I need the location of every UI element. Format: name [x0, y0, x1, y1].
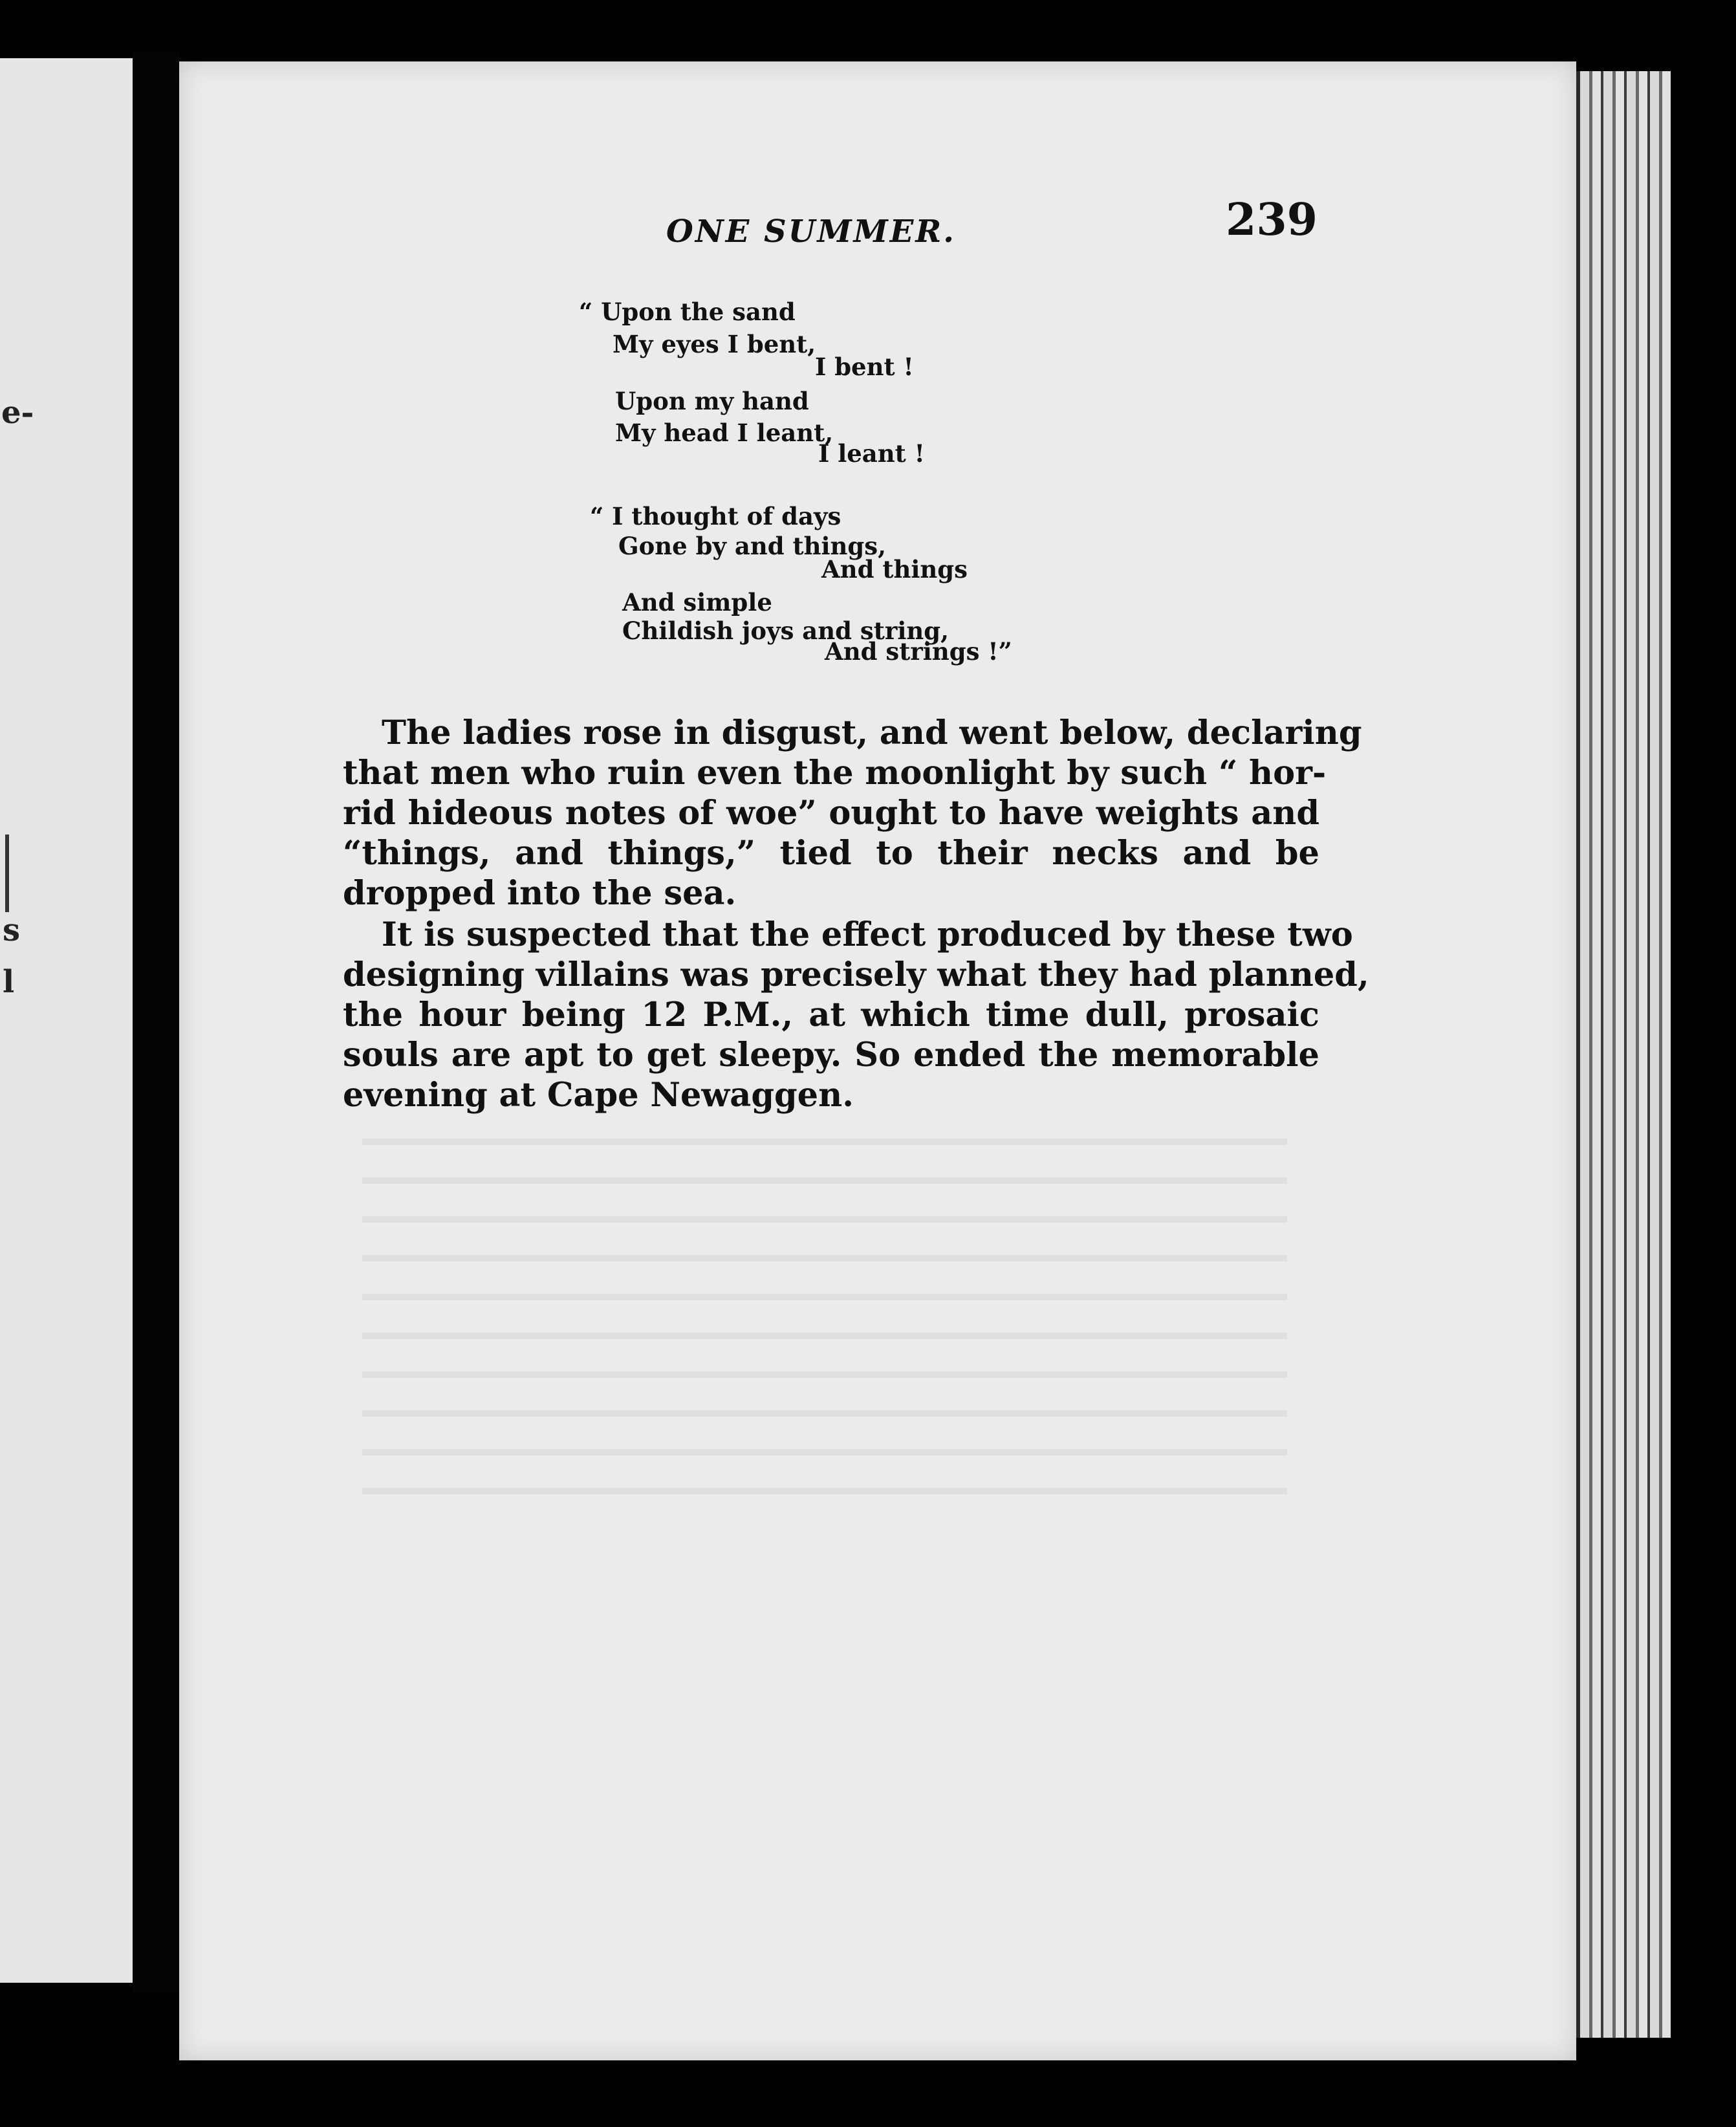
show-through-line [362, 1410, 1287, 1417]
left-page-mark [5, 834, 9, 912]
verse-line: Childish joys and string, [622, 616, 949, 645]
prose-line: “things, and things,” tied to their necks and be [343, 834, 1319, 873]
verse-line: And simple [622, 588, 772, 616]
prose-line: The ladies rose in disgust, and went below, declaring [382, 714, 1362, 752]
prose-line: that men who ruin even the moonlight by such “ hor- [343, 754, 1327, 792]
left-page-fragment: s [3, 912, 21, 948]
verse-line: And strings !” [825, 637, 1012, 666]
left-page-fragment: l [3, 964, 15, 1000]
verse-line: I bent ! [815, 353, 914, 381]
verse-line: “ I thought of days [590, 502, 841, 530]
show-through-line [362, 1371, 1287, 1378]
left-page-fragment: e- [1, 395, 34, 431]
prose-line: souls are apt to get sleepy. So ended the memorable [343, 1036, 1319, 1074]
show-through-line [362, 1216, 1287, 1223]
show-through-line [362, 1333, 1287, 1339]
verse-line: I leant ! [818, 439, 925, 468]
prose-line: evening at Cape Newaggen. [343, 1076, 854, 1115]
show-through-line [362, 1294, 1287, 1300]
verse-line: My head I leant, [615, 419, 834, 447]
verse-line: And things [821, 555, 968, 584]
prose-line: designing villains was precisely what they had planned, [343, 955, 1369, 994]
show-through-line [362, 1488, 1287, 1494]
prose-line: It is suspected that the effect produced by these two [382, 915, 1353, 954]
verse-line: My eyes I bent, [613, 330, 816, 358]
verse-line: Gone by and things, [618, 532, 887, 560]
page-number: 239 [1226, 194, 1318, 246]
show-through-line [362, 1449, 1287, 1456]
prose-line: rid hideous notes of woe” ought to have weights and [343, 794, 1319, 833]
show-through-line [362, 1255, 1287, 1261]
prose-line: the hour being 12 P.M., at which time dull, prosaic [343, 996, 1319, 1034]
running-title: ONE SUMMER. [666, 213, 956, 250]
page-edges [1576, 71, 1671, 2038]
left-facing-page [0, 58, 133, 1983]
verse-line: “ Upon the sand [579, 298, 796, 326]
verse-line: Upon my hand [615, 387, 809, 415]
prose-line: dropped into the sea. [343, 874, 737, 913]
show-through-line [362, 1139, 1287, 1145]
book-gutter [133, 52, 179, 1992]
show-through-line [362, 1177, 1287, 1184]
